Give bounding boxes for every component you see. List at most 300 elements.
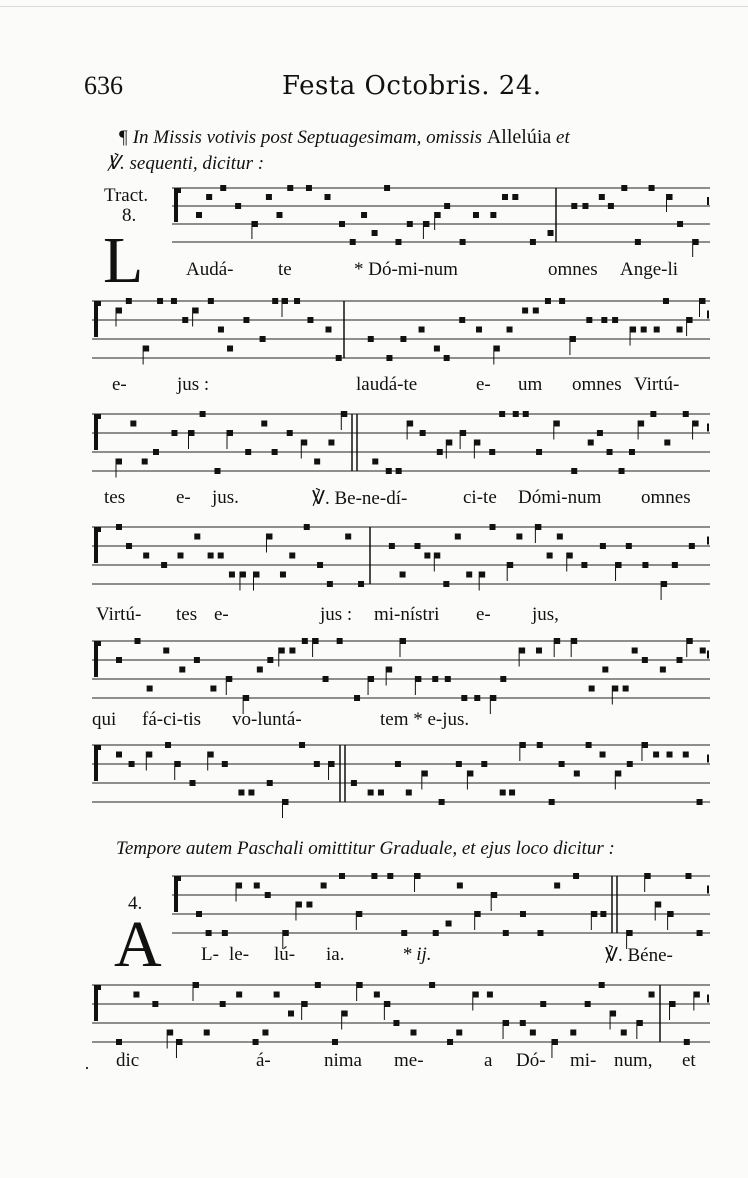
syllable: tes: [104, 487, 126, 508]
neume: [266, 194, 272, 200]
neume: [163, 648, 169, 654]
neume: [693, 239, 699, 245]
syllable: num,: [614, 1050, 653, 1071]
neume: [610, 1011, 616, 1017]
clef-mark: [174, 876, 181, 881]
neume: [571, 203, 577, 209]
neume: [143, 346, 149, 352]
neume: [245, 449, 251, 455]
neume: [176, 1039, 182, 1045]
tract-lyric-line-2: [0, 374, 748, 400]
neume: [653, 752, 659, 758]
neume: [287, 185, 293, 191]
neume: [313, 638, 319, 644]
neume: [130, 421, 136, 427]
syllable: e-: [476, 604, 491, 625]
neume: [599, 982, 605, 988]
clef-mark: [94, 643, 98, 677]
neume: [226, 676, 232, 682]
syllable: jus,: [532, 604, 559, 625]
neume: [314, 761, 320, 767]
neume: [193, 308, 199, 314]
neume: [490, 524, 496, 530]
neume: [236, 992, 242, 998]
syllable: Dó-: [516, 1050, 546, 1071]
neume: [296, 902, 302, 908]
syllable: a: [484, 1050, 493, 1071]
neume: [289, 648, 295, 654]
neume: [635, 239, 641, 245]
neume: [670, 1001, 676, 1007]
syllable: Virtú-: [96, 604, 142, 625]
syllable: * Dó-mi-num: [354, 259, 458, 280]
neume: [434, 553, 440, 559]
neume: [282, 298, 288, 304]
neume: [345, 534, 351, 540]
neume: [664, 440, 670, 446]
neume: [668, 911, 674, 917]
syllable: ci-te: [463, 487, 497, 508]
neume: [621, 1030, 627, 1036]
neume: [261, 421, 267, 427]
neume: [655, 902, 661, 908]
neume: [433, 930, 439, 936]
neume: [621, 185, 627, 191]
neume: [554, 421, 560, 427]
neume: [389, 543, 395, 549]
tract-initial: L: [103, 224, 144, 297]
neume: [126, 543, 132, 549]
neume: [240, 572, 246, 578]
neume: [684, 1039, 690, 1045]
neume: [294, 298, 300, 304]
neume: [126, 298, 132, 304]
neume: [443, 581, 449, 587]
neume: [627, 761, 633, 767]
neume: [415, 873, 421, 879]
neume: [350, 239, 356, 245]
neume: [282, 799, 288, 805]
neume: [384, 1001, 390, 1007]
clef-mark: [94, 527, 101, 532]
neume: [314, 459, 320, 465]
syllable: jus.: [212, 487, 239, 508]
neume: [446, 921, 452, 927]
neume: [435, 212, 441, 218]
neume: [559, 761, 565, 767]
neume: [523, 411, 529, 417]
neume: [460, 239, 466, 245]
neume: [466, 572, 472, 578]
custos: [707, 886, 709, 894]
syllable: omnes: [548, 259, 598, 280]
neume: [559, 298, 565, 304]
neume: [537, 930, 543, 936]
neume: [700, 648, 706, 654]
neume: [573, 873, 579, 879]
neume: [503, 930, 509, 936]
neume: [537, 742, 543, 748]
neume: [208, 553, 214, 559]
syllable: * ij.: [402, 944, 432, 965]
neume: [288, 1011, 294, 1017]
neume: [384, 185, 390, 191]
neume: [396, 468, 402, 474]
clef-mark: [174, 190, 178, 222]
neume: [420, 430, 426, 436]
neume: [165, 742, 171, 748]
syllable: omnes: [572, 374, 622, 395]
neume: [461, 695, 467, 701]
neume: [283, 930, 289, 936]
clef-mark: [94, 985, 101, 990]
syllable: jus :: [320, 604, 353, 625]
neume: [267, 780, 273, 786]
neume: [400, 336, 406, 342]
neume: [243, 317, 249, 323]
tract-mode: 8.: [122, 205, 137, 226]
neume: [574, 771, 580, 777]
syllable: qui: [92, 709, 117, 730]
neume: [459, 317, 465, 323]
neume: [152, 1001, 158, 1007]
neume: [571, 468, 577, 474]
neume: [157, 298, 163, 304]
neume: [143, 553, 149, 559]
neume: [507, 327, 513, 333]
neume: [642, 742, 648, 748]
neume: [641, 327, 647, 333]
neume: [588, 440, 594, 446]
neume: [171, 430, 177, 436]
tract-lyric-line-3: [0, 487, 748, 513]
neume: [325, 194, 331, 200]
neume: [415, 676, 421, 682]
neume: [378, 790, 384, 796]
neume: [386, 355, 392, 361]
neume: [473, 992, 479, 998]
neume: [630, 327, 636, 333]
syllable: dic: [116, 1050, 140, 1071]
syllable: e-: [176, 487, 191, 508]
neume: [444, 355, 450, 361]
neume: [467, 771, 473, 777]
neume: [570, 1030, 576, 1036]
neume: [253, 1039, 259, 1045]
neume: [116, 459, 122, 465]
neume: [206, 194, 212, 200]
neume: [332, 1039, 338, 1045]
neume: [581, 562, 587, 568]
syllable: jus :: [177, 374, 210, 395]
custos: [707, 995, 709, 1003]
neume: [473, 212, 479, 218]
syllable: nima: [324, 1050, 362, 1071]
neume: [626, 543, 632, 549]
neume: [116, 657, 122, 663]
neume: [586, 742, 592, 748]
rubric-1-tail: et: [556, 127, 570, 148]
syllable: lú-: [274, 944, 296, 965]
neume: [663, 298, 669, 304]
neume: [218, 327, 224, 333]
neume: [147, 686, 153, 692]
neume: [629, 449, 635, 455]
neume: [262, 1030, 268, 1036]
neume: [371, 873, 377, 879]
clef-mark: [94, 641, 101, 646]
neume: [490, 695, 496, 701]
neume: [358, 581, 364, 587]
neume: [697, 930, 703, 936]
clef-mark: [174, 878, 178, 912]
neume: [267, 657, 273, 663]
neume: [317, 562, 323, 568]
tract-lyric-line-5: [0, 709, 748, 735]
neume: [401, 930, 407, 936]
neume: [474, 440, 480, 446]
neume: [615, 771, 621, 777]
pilcrow-icon: ¶: [118, 127, 133, 148]
neume: [434, 346, 440, 352]
clef-mark: [94, 301, 101, 306]
neume: [447, 1039, 453, 1045]
neume: [530, 1030, 536, 1036]
rubric-1-alleluia: Allelúia: [486, 126, 552, 148]
neume: [248, 790, 254, 796]
neume: [585, 1001, 591, 1007]
syllable: laudá-te: [356, 374, 418, 395]
neume: [455, 534, 461, 540]
neume: [437, 449, 443, 455]
neume: [206, 930, 212, 936]
neume: [687, 317, 693, 323]
neume: [238, 790, 244, 796]
neume: [460, 430, 466, 436]
neume: [423, 221, 429, 227]
neume: [407, 421, 413, 427]
neume: [509, 790, 515, 796]
neume: [274, 992, 280, 998]
neume: [693, 421, 699, 427]
syllable: tes: [176, 604, 198, 625]
neume: [328, 440, 334, 446]
neume: [253, 572, 259, 578]
clef-mark: [94, 414, 101, 419]
neume: [357, 982, 363, 988]
neume: [520, 1020, 526, 1026]
neume: [229, 572, 235, 578]
neume: [507, 562, 513, 568]
neume: [116, 752, 122, 758]
clef-mark: [94, 529, 98, 563]
neume: [591, 911, 597, 917]
neume: [188, 430, 194, 436]
neume: [446, 440, 452, 446]
syllable: Ange-li: [620, 259, 679, 280]
neume: [307, 317, 313, 323]
syllable: ia.: [326, 944, 345, 965]
neume: [386, 667, 392, 673]
neume: [677, 327, 683, 333]
neume: [260, 336, 266, 342]
custos: [707, 311, 709, 319]
custos: [707, 537, 709, 545]
neume: [222, 761, 228, 767]
neume: [694, 992, 700, 998]
neume: [582, 203, 588, 209]
neume: [602, 667, 608, 673]
neume: [116, 308, 122, 314]
neume: [491, 892, 497, 898]
neume: [500, 676, 506, 682]
neume: [406, 790, 412, 796]
neume: [386, 468, 392, 474]
rubric-line-2: ℣. sequenti, dicitur :: [107, 153, 265, 174]
neume: [204, 1030, 210, 1036]
neume: [400, 572, 406, 578]
margin-mark: ·: [84, 1058, 90, 1078]
neume: [616, 562, 622, 568]
neume: [645, 873, 651, 879]
syllable: le-: [229, 944, 250, 965]
neume: [554, 638, 560, 644]
neume: [227, 430, 233, 436]
neume: [557, 534, 563, 540]
neume: [522, 308, 528, 314]
neume: [499, 411, 505, 417]
page-number: 636: [84, 71, 123, 100]
neume: [134, 638, 140, 644]
neume: [612, 686, 618, 692]
neume: [432, 676, 438, 682]
neume: [536, 449, 542, 455]
neume: [193, 982, 199, 988]
syllable: L-: [201, 944, 219, 965]
neume: [336, 355, 342, 361]
neume: [494, 346, 500, 352]
neume: [218, 553, 224, 559]
neume: [632, 648, 638, 654]
neume: [326, 327, 332, 333]
running-title: Festa Octobris. 24.: [282, 71, 542, 101]
neume: [457, 883, 463, 889]
clef-mark: [94, 303, 98, 337]
alleluia-mode: 4.: [128, 893, 143, 914]
neume: [243, 695, 249, 701]
neume: [600, 752, 606, 758]
neume: [265, 892, 271, 898]
neume: [167, 1030, 173, 1036]
neume: [354, 695, 360, 701]
neume: [607, 449, 613, 455]
clef-mark: [94, 747, 98, 781]
neume: [660, 667, 666, 673]
neume: [649, 992, 655, 998]
custos: [707, 197, 709, 205]
neume: [194, 534, 200, 540]
neume: [190, 780, 196, 786]
neume: [424, 553, 430, 559]
neume: [372, 230, 378, 236]
neume: [210, 686, 216, 692]
neume: [272, 449, 278, 455]
neume: [554, 883, 560, 889]
neume: [567, 553, 573, 559]
neume: [608, 203, 614, 209]
neume: [600, 911, 606, 917]
neume: [302, 638, 308, 644]
neume: [697, 799, 703, 805]
neume: [519, 648, 525, 654]
neume: [597, 430, 603, 436]
syllable: Virtú-: [634, 374, 680, 395]
neume: [208, 752, 214, 758]
neume: [301, 440, 307, 446]
neume: [236, 883, 242, 889]
neume: [516, 534, 522, 540]
neume: [196, 212, 202, 218]
neume: [146, 752, 152, 758]
neume: [133, 992, 139, 998]
neume: [116, 524, 122, 530]
neume: [116, 1039, 122, 1045]
neume: [601, 317, 607, 323]
neume: [395, 239, 401, 245]
neume: [337, 638, 343, 644]
neume: [315, 982, 321, 988]
neume: [547, 553, 553, 559]
syllable: Dómi-num: [518, 487, 602, 508]
neume: [368, 336, 374, 342]
neume: [306, 902, 312, 908]
neume: [685, 873, 691, 879]
neume: [235, 203, 241, 209]
neume: [289, 553, 295, 559]
neume: [667, 194, 673, 200]
neume: [175, 761, 181, 767]
neume: [429, 982, 435, 988]
neume: [200, 411, 206, 417]
custos: [707, 424, 709, 432]
neume: [520, 742, 526, 748]
neume: [387, 873, 393, 879]
clef-mark: [94, 745, 101, 750]
syllable: fá-ci-tis: [142, 709, 202, 730]
neume: [220, 185, 226, 191]
neume: [654, 327, 660, 333]
rubric-paschal: Tempore autem Paschali omittitur Graduale, et ejus loco dicitur :: [116, 838, 615, 859]
neume: [474, 695, 480, 701]
neume: [129, 761, 135, 767]
neume: [214, 468, 220, 474]
neume: [368, 790, 374, 796]
neume: [372, 459, 378, 465]
neume: [535, 524, 541, 530]
neume: [549, 799, 555, 805]
neume: [612, 317, 618, 323]
neume: [586, 317, 592, 323]
neume: [481, 761, 487, 767]
neume: [540, 1001, 546, 1007]
neume: [638, 421, 644, 427]
neume: [182, 317, 188, 323]
neume: [672, 562, 678, 568]
neume: [689, 543, 695, 549]
neume: [356, 911, 362, 917]
neume: [570, 336, 576, 342]
neume: [227, 346, 233, 352]
